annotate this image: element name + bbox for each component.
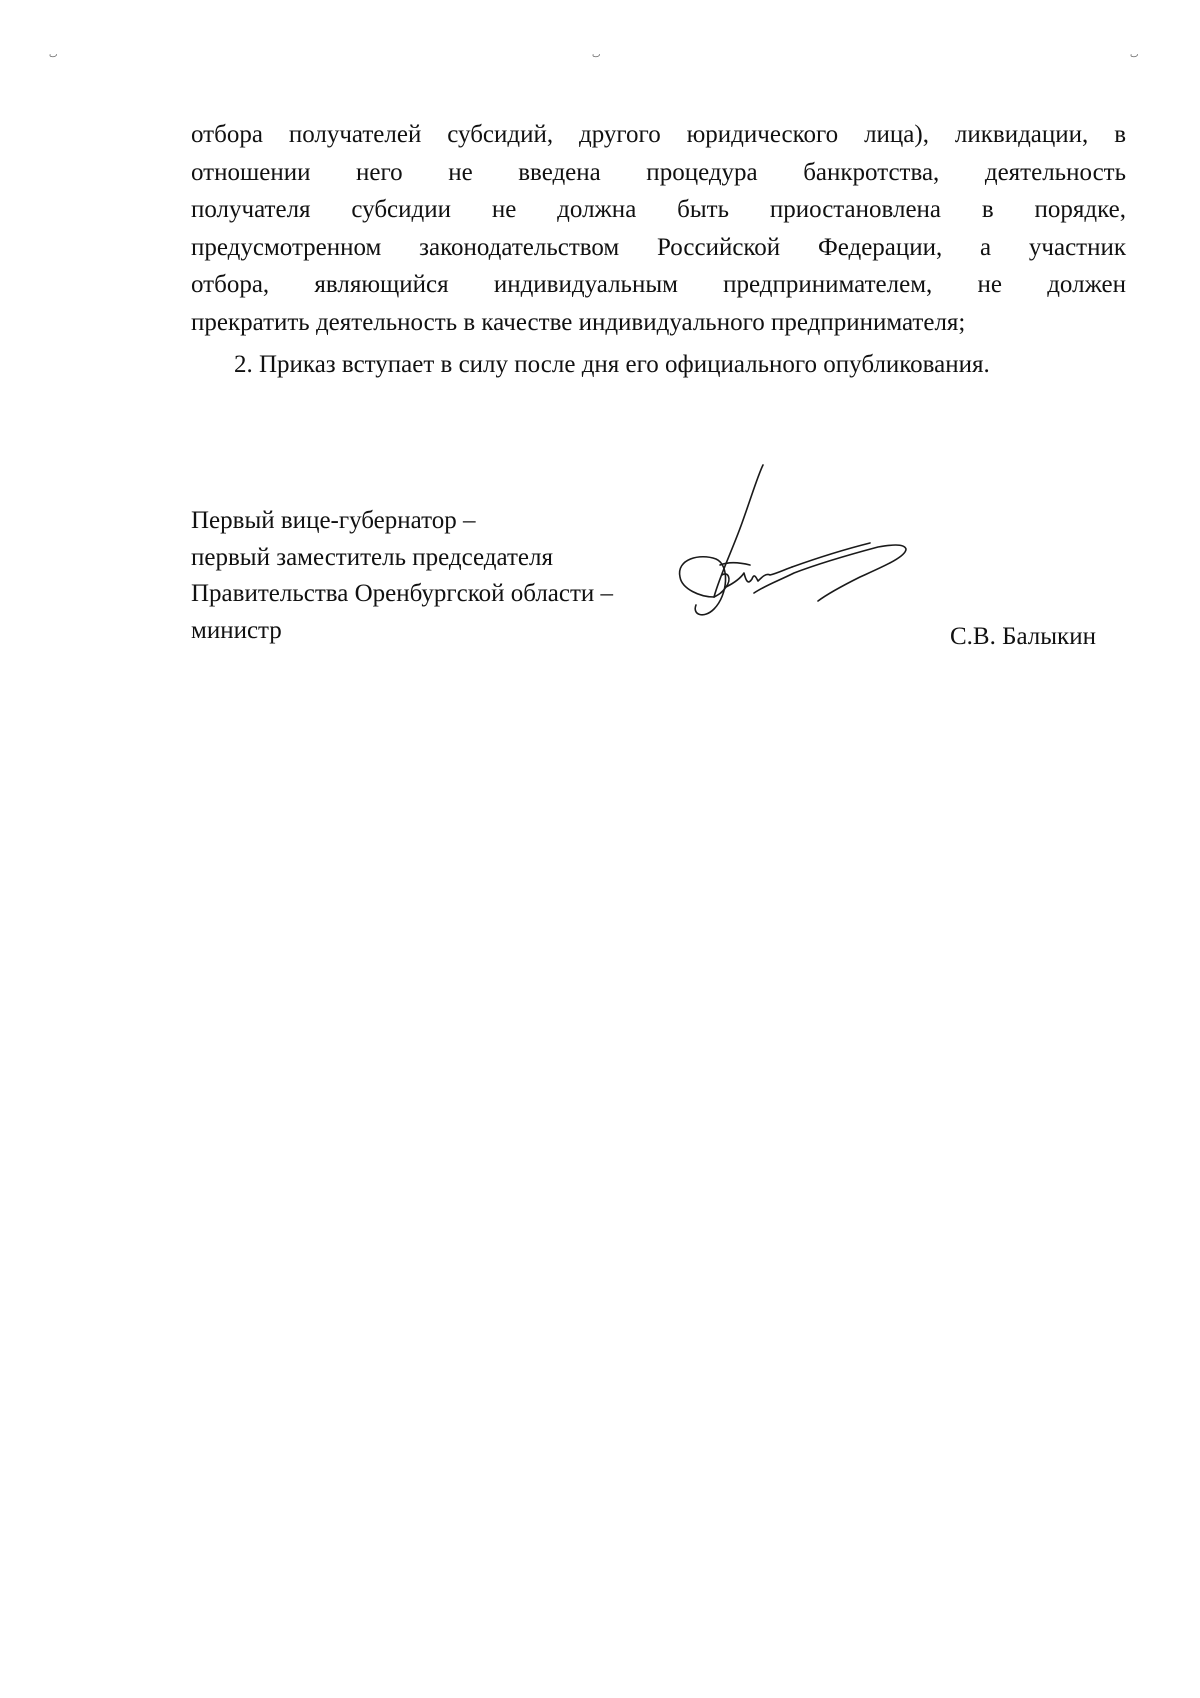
- paragraph-line: предусмотренном законодательством Российской Федерации, а участник: [191, 233, 1126, 261]
- paragraph-line: прекратить деятельность в качестве индивидуального предпринимателя;: [191, 308, 966, 336]
- scan-mark: ٮ: [49, 49, 58, 59]
- paragraph-line: отбора получателей субсидий, другого юридического лица), ликвидации, в: [191, 121, 1126, 148]
- clause-2: 2. Приказ вступает в силу после дня его официального опубликования.: [234, 351, 990, 378]
- handwritten-signature: [670, 455, 950, 640]
- paragraph-line: получателя субсидии не должна быть приостановлена в порядке,: [191, 196, 1126, 224]
- position-line: министр: [191, 616, 282, 644]
- scan-mark: ٮ: [1130, 49, 1139, 59]
- paragraph-line: отношении него не введена процедура банкротства, деятельность: [191, 158, 1126, 186]
- position-line: первый заместитель председателя: [191, 543, 553, 571]
- scan-mark: ٮ: [592, 49, 601, 59]
- position-line: Первый вице-губернатор –: [191, 507, 476, 534]
- paragraph-line: отбора, являющийся индивидуальным предпринимателем, не должен: [191, 271, 1126, 299]
- body-paragraph: [191, 116, 1126, 342]
- signatory-name: С.В. Балыкин: [950, 623, 1096, 650]
- position-line: Правительства Оренбургской области –: [191, 580, 614, 607]
- signatory-position: [191, 503, 613, 649]
